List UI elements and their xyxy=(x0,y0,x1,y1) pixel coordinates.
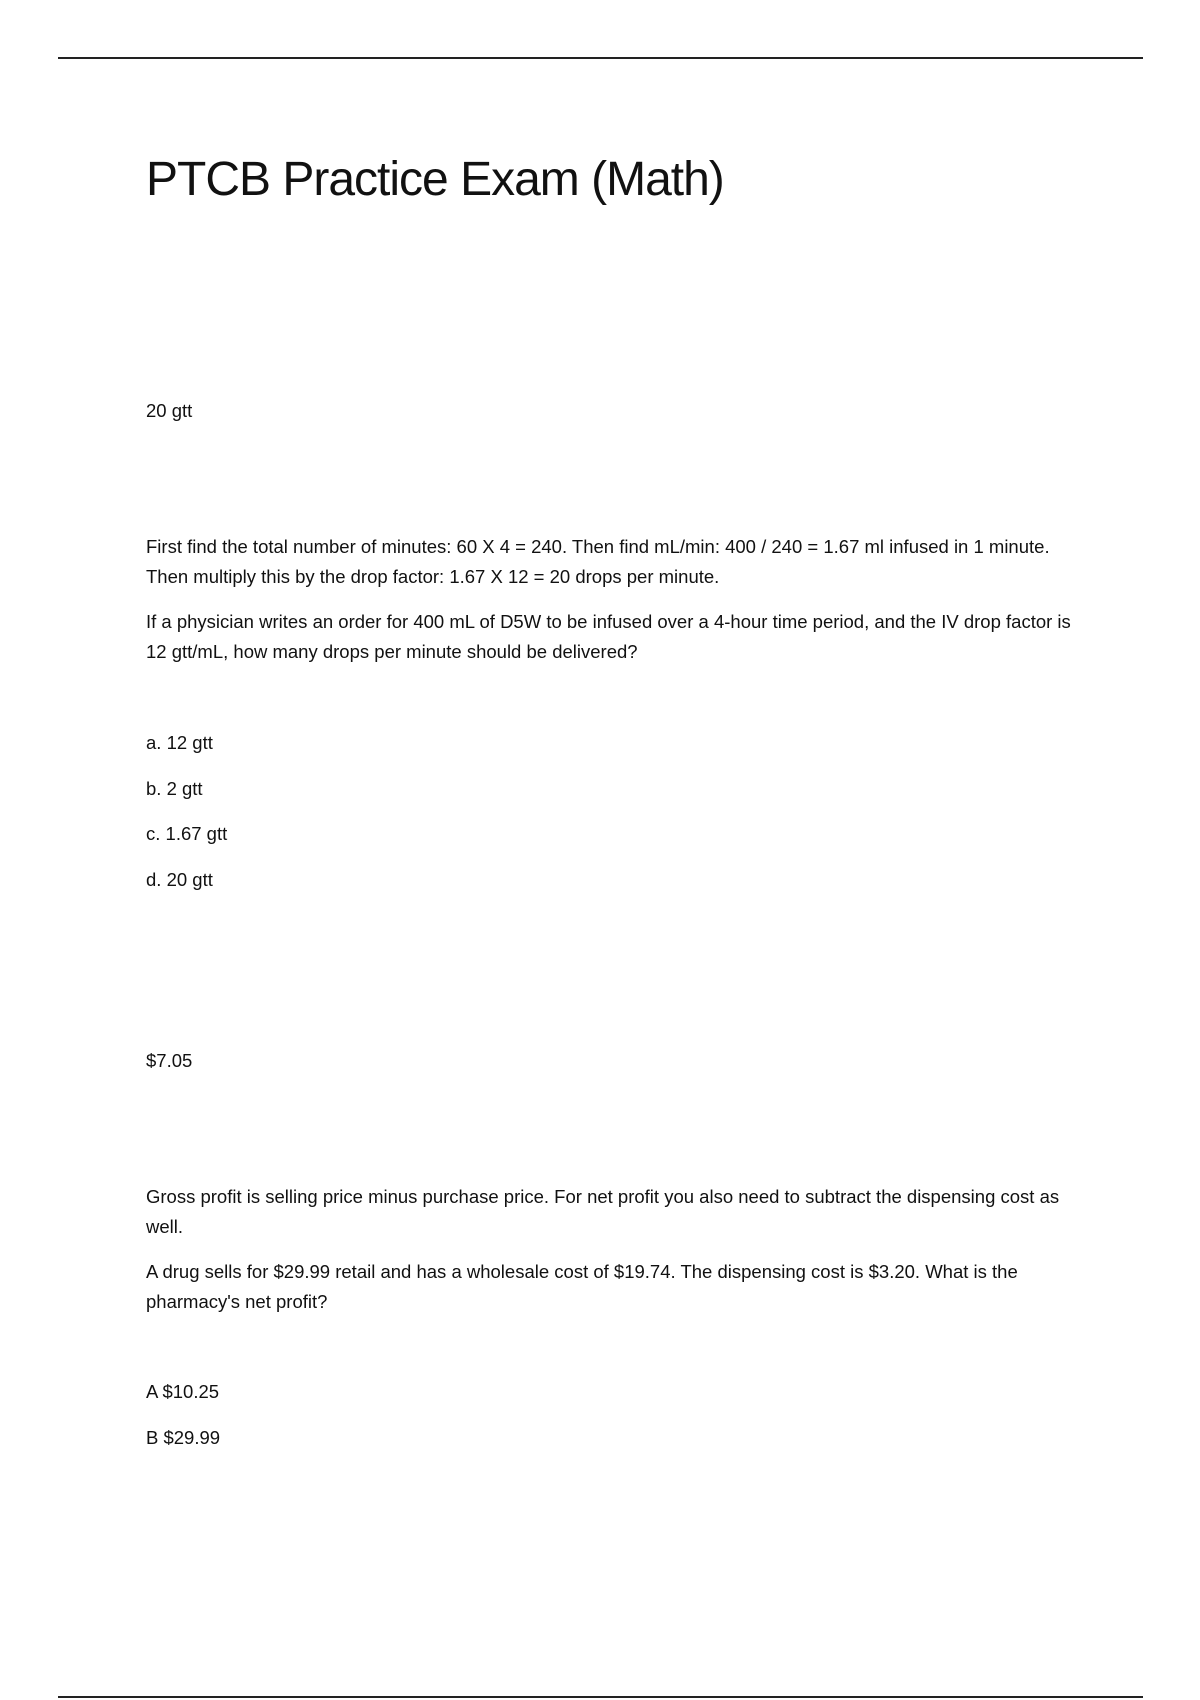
q2-answer: $7.05 xyxy=(146,1050,193,1071)
q1-option-c: c. 1.67 gtt xyxy=(146,823,228,844)
q1-answer: 20 gtt xyxy=(146,400,193,421)
q1-option-a: a. 12 gtt xyxy=(146,732,213,753)
q2-explanation: Gross profit is selling price minus purchase price. For net profit you also need to subtract the dispensing cost as well. xyxy=(146,1186,1060,1237)
page-title: PTCB Practice Exam (Math) xyxy=(146,153,724,206)
header-rule xyxy=(58,57,1143,59)
q1-question: If a physician writes an order for 400 mL of D5W to be infused over a 4-hour time period, and the IV drop factor is 12 gtt/mL, how many drops per minute should be delivered? xyxy=(146,611,1071,662)
q2-option-b: B $29.99 xyxy=(146,1427,221,1448)
q1-option-b: b. 2 gtt xyxy=(146,778,203,799)
q2-option-a: A $10.25 xyxy=(146,1381,220,1402)
q2-question: A drug sells for $29.99 retail and has a wholesale cost of $19.74. The dispensing cost is $3.20. What is the pharmacy's net profit? xyxy=(146,1261,1018,1312)
q1-option-d: d. 20 gtt xyxy=(146,869,213,890)
footer-rule xyxy=(58,1696,1143,1698)
q1-explanation: First find the total number of minutes: 60 X 4 = 240. Then find mL/min: 400 / 240 = 1.67 ml infused in 1 minute. Then multiply this by the drop factor: 1.67 X 12 = 20 drops per minute. xyxy=(146,536,1050,587)
